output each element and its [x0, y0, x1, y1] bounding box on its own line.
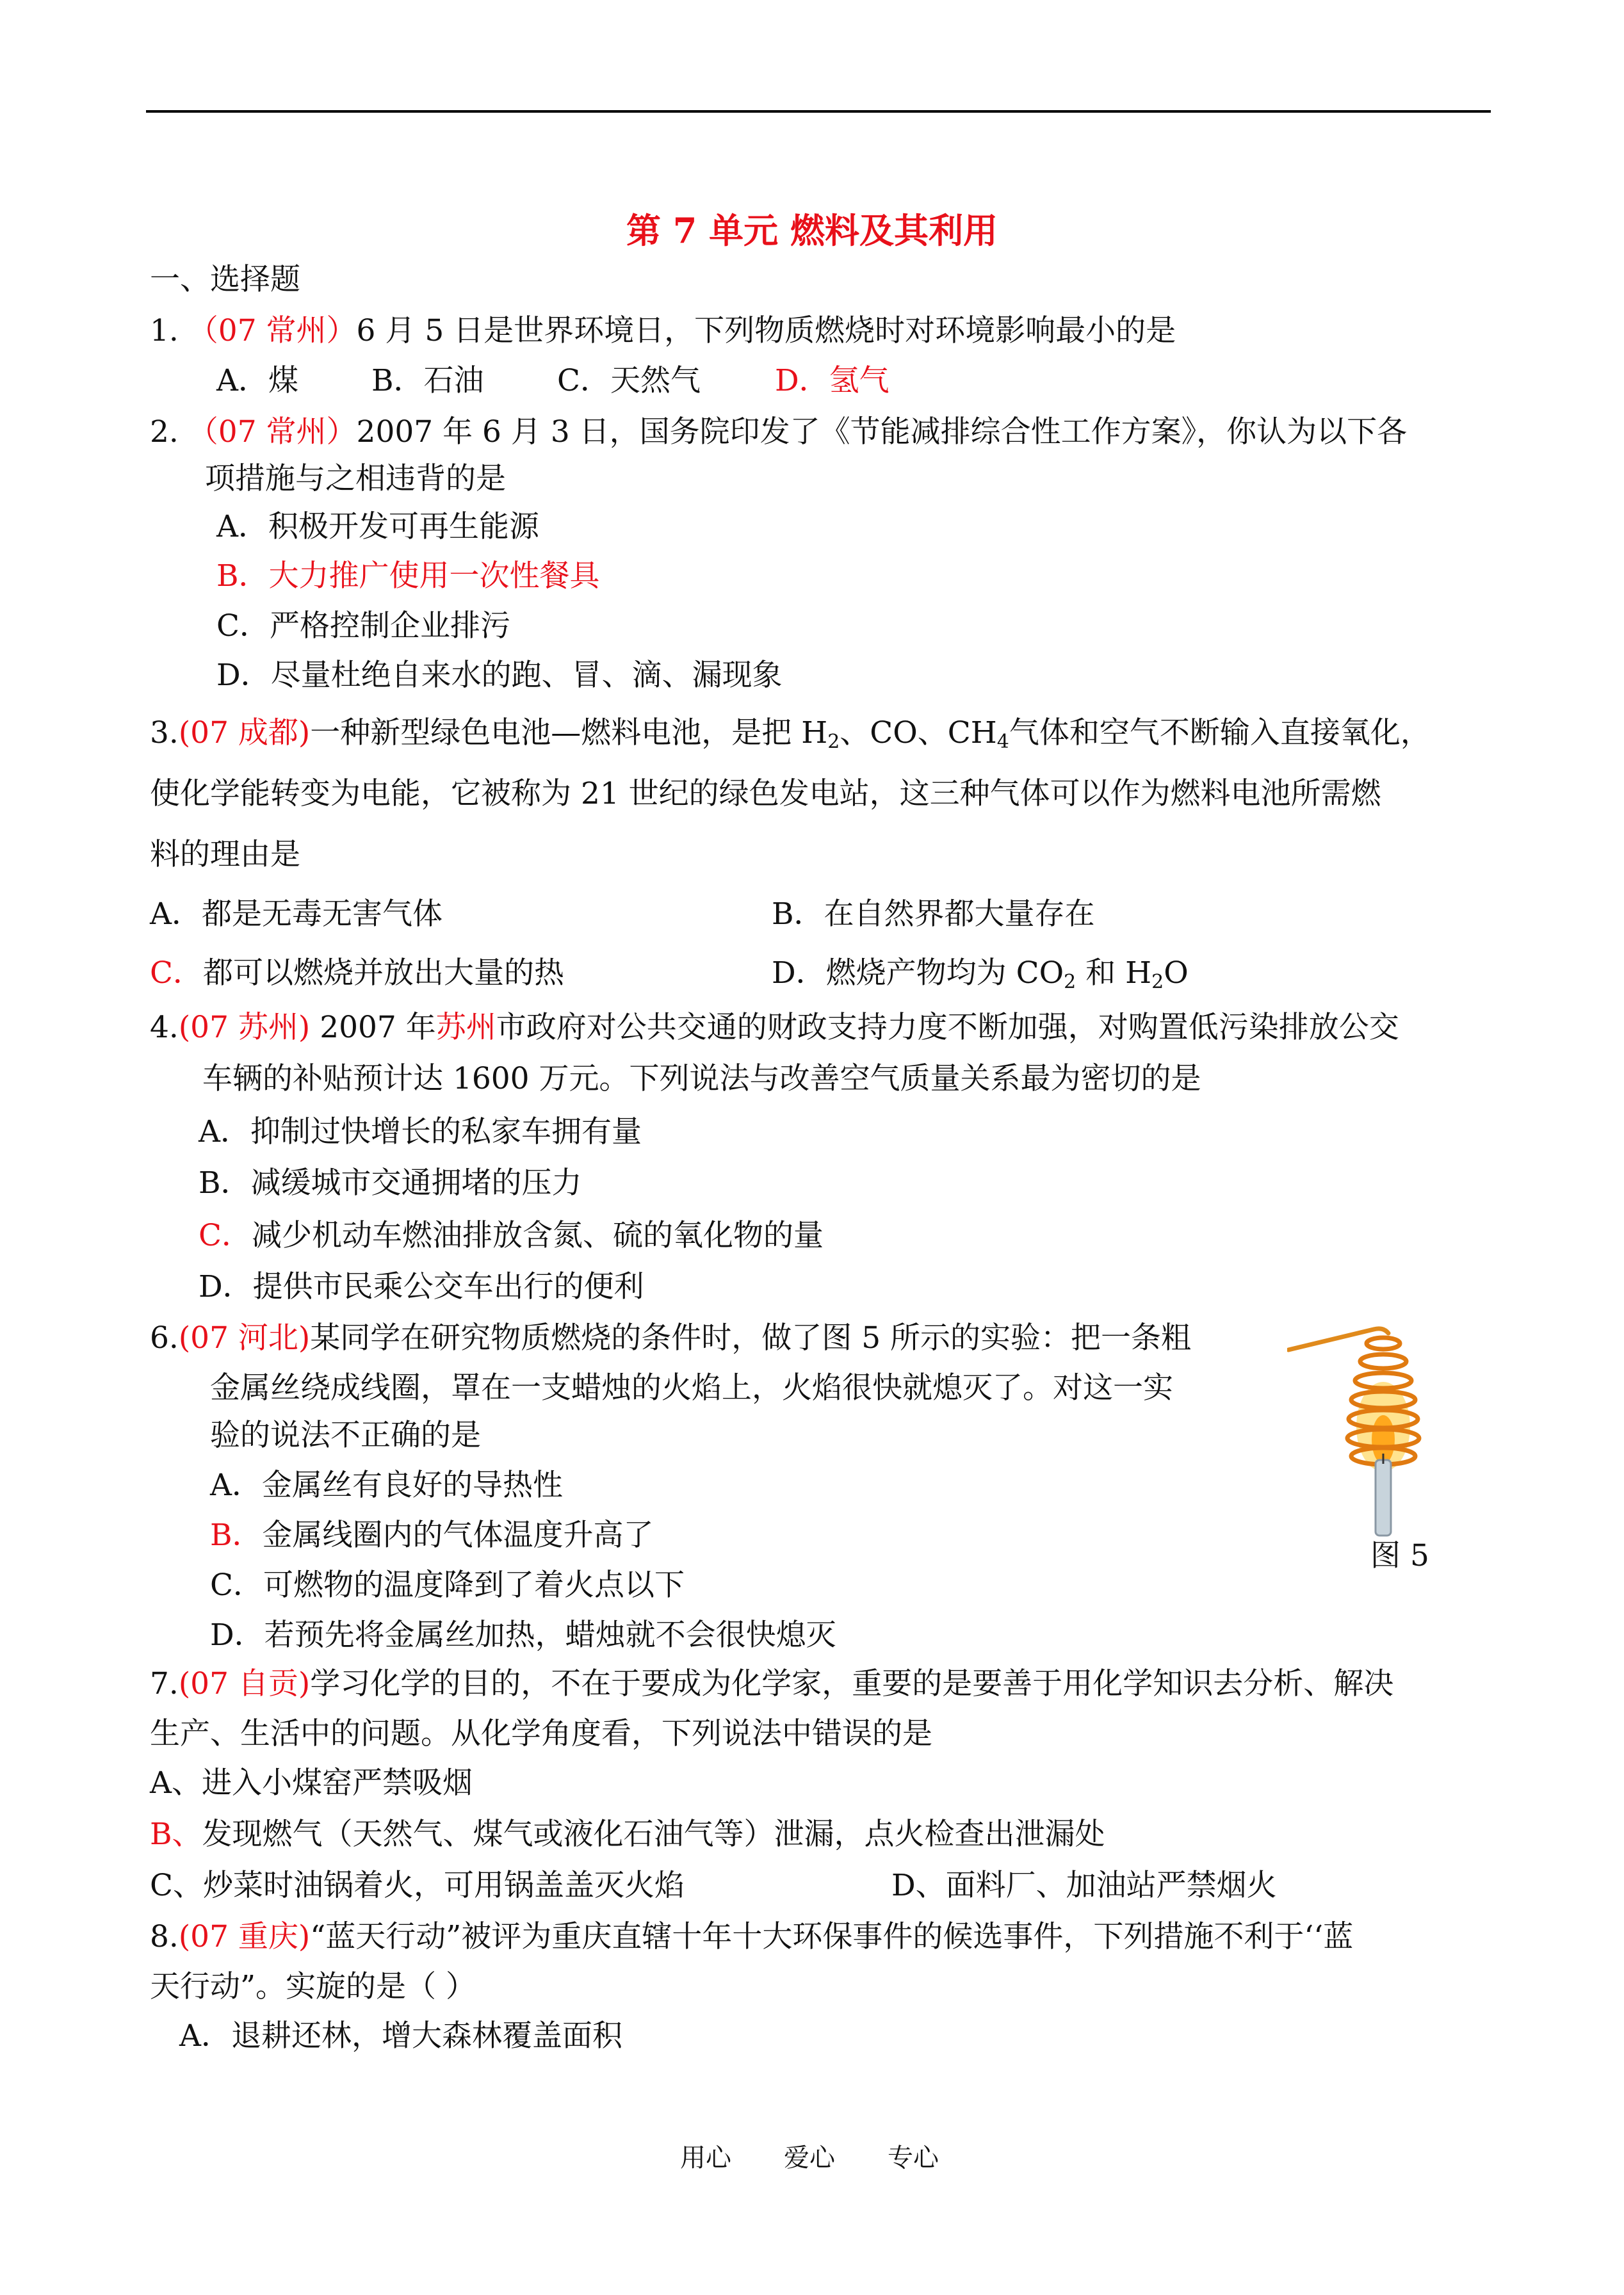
q6-line-2: 金属丝绕成线圈，罩在一支蜡烛的火焰上，火焰很快就熄灭了。对这一实: [210, 1370, 1173, 1406]
question-6: 6.(07 河北)某同学在研究物质燃烧的条件时，做了图 5 所示的实验：把一条粗: [150, 1320, 1192, 1356]
section-heading: 一、选择题: [150, 262, 300, 297]
q6-line-3: 验的说法不正确的是: [210, 1418, 481, 1453]
q6-option-b: B．金属线圈内的气体温度升高了: [210, 1518, 654, 1553]
q7-option-d: D、面料厂、加油站严禁烟火: [891, 1868, 1277, 1903]
header-rule: [146, 110, 1491, 113]
question-8: 8.(07 重庆)“蓝天行动”被评为重庆直辖十年十大环保事件的候选事件，下列措施不利于‘‘蓝: [150, 1919, 1354, 1954]
q2-option-d: D．尽量杜绝自来水的跑、冒、滴、漏现象: [216, 658, 783, 693]
question-2: 2. （07 常州）2007 年 6 月 3 日，国务院印发了《节能减排综合性工作方案》，你认为以下各: [150, 414, 1408, 450]
q8-option-a: A．退耕还林，增大森林覆盖面积: [179, 2018, 622, 2054]
q3-line-2: 使化学能转变为电能，它被称为 21 世纪的绿色发电站，这三种气体可以作为燃料电池所需燃: [150, 776, 1381, 811]
question-7: 7.(07 自贡)学习化学的目的，不在于要成为化学家，重要的是要善于用化学知识去分析、解决: [150, 1666, 1394, 1701]
q3-option-b: B．在自然界都大量存在: [772, 896, 1095, 932]
q2-option-b: B．大力推广使用一次性餐具: [216, 558, 600, 594]
q4-line-2: 车辆的补贴预计达 1600 万元。下列说法与改善空气质量关系最为密切的是: [202, 1061, 1201, 1096]
q4-option-b: B．减缓城市交通拥堵的压力: [199, 1165, 582, 1201]
q1-option-c: C．天然气: [557, 363, 701, 398]
q6-option-c: C．可燃物的温度降到了着火点以下: [210, 1568, 685, 1603]
q2-line-2: 项措施与之相违背的是: [205, 461, 506, 496]
q3-option-d: D．燃烧产物均为 $CO_2$ 和 $H_2O$: [772, 955, 1189, 993]
question-1: 1. （07 常州）6 月 5 日是世界环境日，下列物质燃烧时对环境影响最小的是: [150, 313, 1176, 348]
page-footer: [680, 2141, 991, 2175]
q7-option-a: A、进入小煤窑严禁吸烟: [150, 1765, 473, 1801]
q3-option-a: A．都是无毒无害气体: [150, 896, 443, 932]
q4-option-a: A．抑制过快增长的私家车拥有量: [199, 1114, 642, 1149]
q1-option-a: A．煤: [216, 363, 298, 398]
question-3: 3.(07 成都)一种新型绿色电池—燃料电池，是把 $H_2$、CO、$CH_4$气体和空气不断输入直接氧化，: [150, 715, 1431, 753]
footer-item: 用心: [680, 2143, 731, 2173]
page-title: 第 7 单元 燃料及其利用: [626, 210, 998, 251]
q4-option-d: D．提供市民乘公交车出行的便利: [199, 1269, 644, 1304]
q7-option-b: B、发现燃气（天然气、煤气或液化石油气等）泄漏，点火检查出泄漏处: [150, 1817, 1105, 1852]
q1-option-d: D．氢气: [775, 363, 889, 398]
q4-option-c: C．减少机动车燃油排放含氮、硫的氧化物的量: [199, 1218, 824, 1253]
q7-option-c: C、炒菜时油锅着火，可用锅盖盖灭火焰: [150, 1868, 685, 1903]
q1-option-b: B．石油: [371, 363, 484, 398]
question-4: 4.(07 苏州) 2007 年苏州市政府对公共交通的财政支持力度不断加强，对购置低污染排放公交: [150, 1010, 1399, 1045]
q7-line-2: 生产、生活中的问题。从化学角度看，下列说法中错误的是: [150, 1716, 932, 1751]
q2-option-a: A．积极开发可再生能源: [216, 509, 539, 544]
footer-item: 专心: [888, 2143, 939, 2173]
footer-item: 爱心: [784, 2143, 835, 2173]
q3-option-c: C．都可以燃烧并放出大量的热: [150, 955, 564, 991]
figure-5-coil-candle: [1287, 1318, 1479, 1539]
q2-option-c: C．严格控制企业排污: [216, 608, 510, 644]
q8-line-2: 天行动”。实旋的是（ ）: [150, 1969, 476, 2004]
q6-option-a: A．金属丝有良好的导热性: [210, 1468, 563, 1503]
q3-line-3: 料的理由是: [150, 837, 300, 872]
figure-5-caption: 图 5: [1370, 1538, 1429, 1573]
q6-option-d: D．若预先将金属丝加热，蜡烛就不会很快熄灭: [210, 1618, 836, 1653]
